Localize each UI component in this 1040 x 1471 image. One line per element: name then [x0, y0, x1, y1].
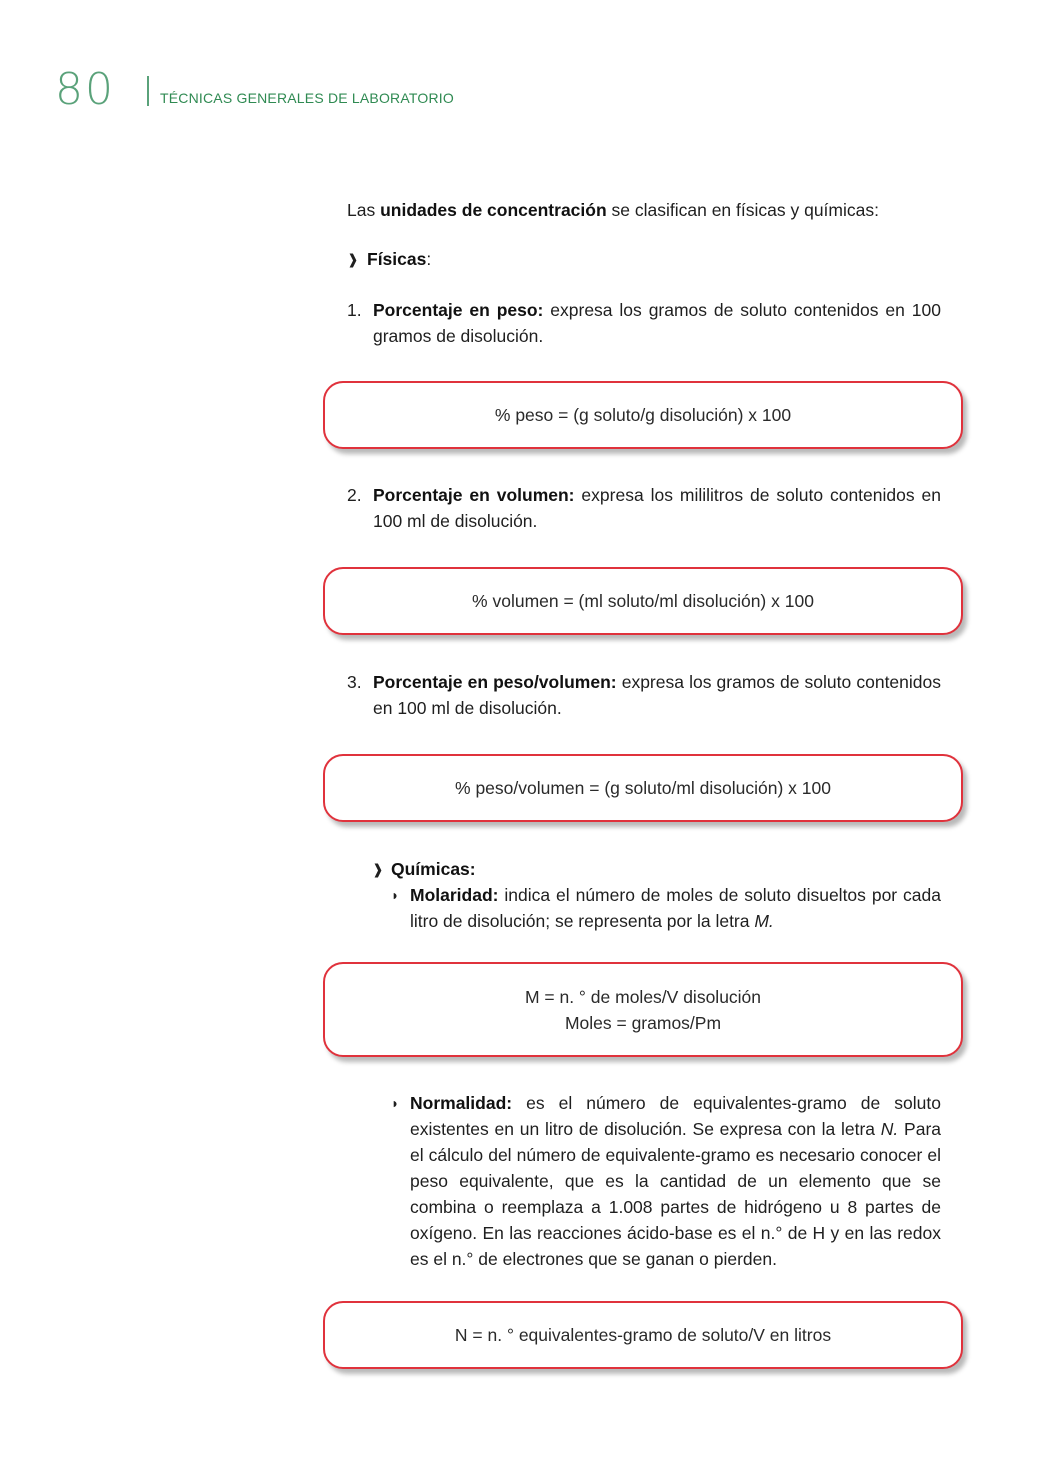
formula-molaridad: M = n. ° de moles/V disolución: [524, 986, 762, 1007]
quimicas-heading: Químicas:: [391, 859, 476, 879]
formula-volumen: % volumen = (ml soluto/ml disolución) x 100: [472, 591, 814, 611]
formula-box-peso-volumen: [323, 754, 963, 822]
molaridad-bullet-icon: ◗: [391, 887, 400, 903]
fisicas-heading: Físicas:: [367, 249, 432, 269]
formula-normalidad: N = n. ° equivalentes-gramo de soluto/V en litros: [454, 1325, 832, 1345]
formula-peso-volumen: % peso/volumen = (g soluto/ml disolución) x 100: [455, 778, 831, 798]
quimicas-marker-icon: ❱: [372, 861, 384, 877]
fisicas-marker-icon: ❱: [347, 251, 359, 267]
header-divider: [147, 76, 149, 106]
normalidad-text: Normalidad: es el número de equivalentes-gramo de soluto existentes en un litro de disolución. Se expresa con la letra N. Para el cálculo del número de equivalente-gramo es necesario conocer el peso equivalente, que es la cantidad de un elemento que se combina o reemplaza a 1.008 partes de hidrógeno u 8 partes de oxígeno. En las reacciones ácido-base es el n.° de H y en las redox es el n.° de electrones que se ganan o pierden.: [410, 1093, 942, 1269]
intro-paragraph: Las unidades de concentración se clasifican en físicas y químicas:: [347, 200, 879, 220]
item-3-text: Porcentaje en peso/volumen: expresa los gramos de soluto contenidos en 100 ml de disolución.: [373, 672, 942, 718]
item-3-number: 3.: [347, 672, 362, 692]
formula-box-molaridad: [323, 962, 963, 1057]
formula-moles: Moles = gramos/Pm: [564, 1012, 722, 1033]
page-number: 80: [55, 64, 115, 115]
item-1-text: Porcentaje en peso: expresa los gramos de soluto contenidos en 100 gramos de disolución.: [373, 300, 941, 346]
formula-box-peso: [323, 381, 963, 449]
normalidad-bullet-icon: ◗: [391, 1095, 400, 1111]
item-2-number: 2.: [347, 485, 362, 505]
formula-box-volumen: [323, 567, 963, 635]
running-title: TÉCNICAS GENERALES DE LABORATORIO: [160, 90, 454, 106]
intro-bold: unidades de concentración: [380, 200, 607, 220]
formula-peso: % peso = (g soluto/g disolución) x 100: [494, 405, 792, 425]
formula-box-normalidad: [323, 1301, 963, 1369]
molaridad-text: Molaridad: indica el número de moles de soluto disueltos por cada litro de disolución; se representa por la letra M.: [410, 885, 941, 931]
item-2-text: Porcentaje en volumen: expresa los mililitros de soluto contenidos en 100 ml de disolución.: [373, 485, 941, 531]
item-1-number: 1.: [347, 300, 362, 320]
